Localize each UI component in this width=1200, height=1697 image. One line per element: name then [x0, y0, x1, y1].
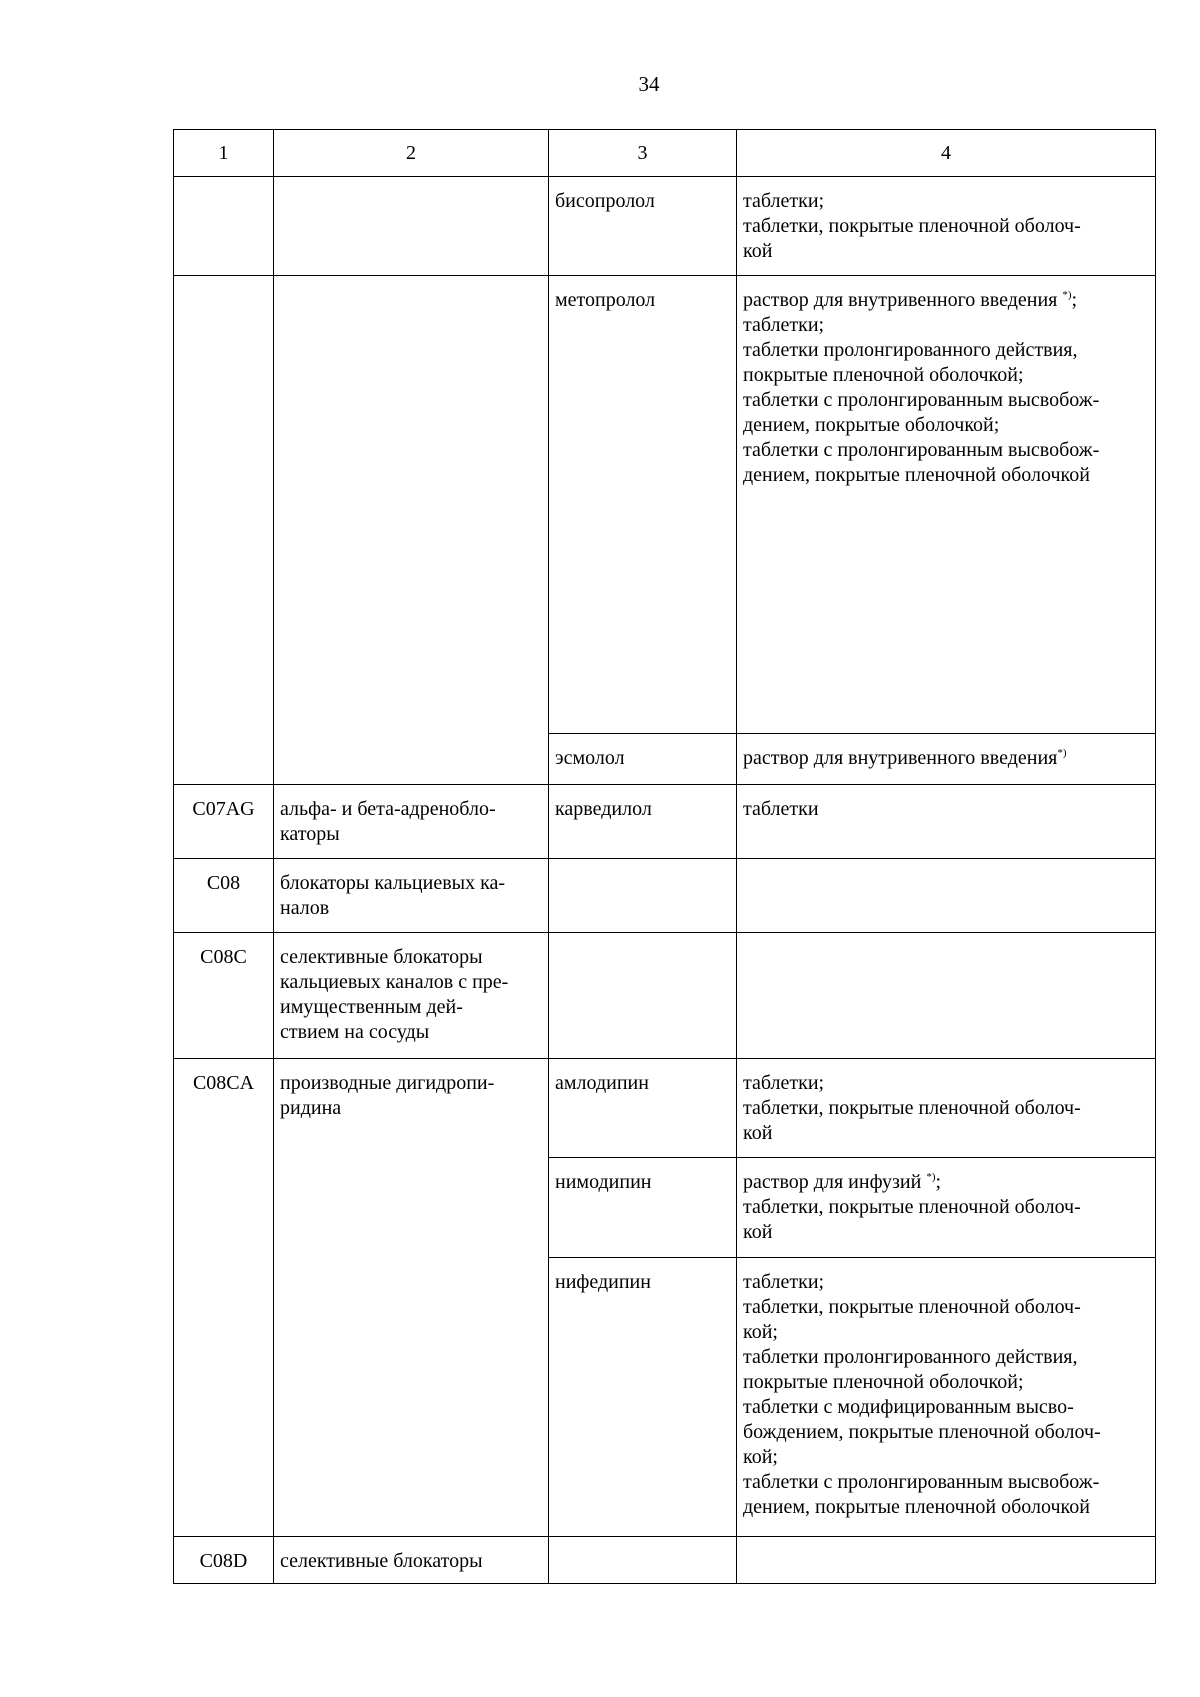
forms-cell: [737, 859, 1156, 933]
form-line: таблетки;: [743, 1271, 825, 1293]
group-line: селективные блокаторы: [280, 946, 483, 968]
group-line: ридина: [280, 1097, 342, 1119]
table-row: [174, 276, 1156, 734]
form-line: [743, 746, 1149, 771]
substance-cell: [549, 859, 737, 933]
form-line: таблетки пролонгированного действия,: [743, 1346, 1078, 1368]
group-line: производные дигидропи-: [280, 1072, 495, 1094]
form-punctuation: ;: [1071, 289, 1078, 311]
form-line: дением, покрытые пленочной оболочкой: [743, 464, 1090, 486]
form-line: таблетки с модифицированным высво-: [743, 1396, 1074, 1418]
form-line: кой;: [743, 1446, 778, 1468]
group-line: ствием на сосуды: [280, 1021, 430, 1043]
substance-cell: [549, 276, 737, 734]
group-line: селективные блокаторы: [280, 1550, 483, 1572]
table-row: [174, 177, 1156, 276]
header-cell-3: 3: [549, 130, 737, 177]
table-row: [174, 1059, 1156, 1158]
form-text: раствор для внутривенного введения: [743, 747, 1058, 769]
forms-cell: [737, 933, 1156, 1059]
form-line: таблетки;: [743, 314, 825, 336]
table-header-row: [174, 130, 1156, 177]
form-punctuation: ;: [935, 1171, 942, 1193]
table-row: [174, 859, 1156, 933]
header-cell-2: 2: [274, 130, 549, 177]
form-line: [743, 288, 1149, 313]
form-line: кой: [743, 1122, 773, 1144]
substance-cell: [549, 1537, 737, 1584]
form-line: покрытые пленочной оболочкой;: [743, 364, 1024, 386]
group-cell: [274, 933, 549, 1059]
table-row: [174, 785, 1156, 859]
footnote-mark: *): [1062, 289, 1072, 301]
substance-name: нифедипин: [555, 1271, 651, 1293]
substance-name: бисопролол: [555, 190, 655, 212]
forms-cell: [737, 1158, 1156, 1258]
substance-cell: [549, 177, 737, 276]
header-cell-1: 1: [174, 130, 274, 177]
page-number: 34: [638, 72, 660, 96]
form-line: кой: [743, 1221, 773, 1243]
group-line: кальциевых каналов с пре-: [280, 971, 509, 993]
form-line: дением, покрытые пленочной оболочкой: [743, 1496, 1090, 1518]
forms-cell: [737, 177, 1156, 276]
code-cell: [174, 276, 274, 785]
table-row: [174, 933, 1156, 1059]
group-cell: [274, 1537, 549, 1584]
group-line: блокаторы кальциевых ка-: [280, 872, 506, 894]
substance-cell: [549, 734, 737, 785]
drug-table: [173, 129, 1156, 1584]
code-cell: C08C: [174, 933, 274, 1059]
substance-cell: [549, 1258, 737, 1537]
form-line: кой;: [743, 1321, 778, 1343]
forms-cell: [737, 785, 1156, 859]
group-cell: [274, 177, 549, 276]
form-line: таблетки с пролонгированным высвобож-: [743, 439, 1100, 461]
footnote-mark: *): [926, 1171, 936, 1183]
group-line: каторы: [280, 823, 340, 845]
form-line: таблетки с пролонгированным высвобож-: [743, 389, 1100, 411]
form-line: таблетки;: [743, 190, 825, 212]
form-line: [743, 1170, 1149, 1195]
form-line: бождением, покрытые пленочной оболоч-: [743, 1421, 1101, 1443]
form-line: таблетки пролонгированного действия,: [743, 339, 1078, 361]
substance-name: карведилол: [555, 798, 652, 820]
group-line: налов: [280, 897, 330, 919]
substance-cell: [549, 1158, 737, 1258]
form-line: таблетки, покрытые пленочной оболоч-: [743, 1097, 1081, 1119]
substance-name: эсмолол: [555, 747, 625, 769]
code-cell: C08CA: [174, 1059, 274, 1537]
form-line: таблетки, покрытые пленочной оболоч-: [743, 1196, 1081, 1218]
forms-cell: [737, 1537, 1156, 1584]
form-line: дением, покрытые оболочкой;: [743, 414, 1000, 436]
form-line: таблетки, покрытые пленочной оболоч-: [743, 1296, 1081, 1318]
substance-cell: [549, 785, 737, 859]
footnote-mark: *): [1057, 747, 1067, 759]
group-cell: [274, 1059, 549, 1537]
group-line: имущественным дей-: [280, 996, 463, 1018]
substance-name: нимодипин: [555, 1171, 652, 1193]
group-cell: [274, 276, 549, 785]
code-cell: [174, 177, 274, 276]
code-cell: C08D: [174, 1537, 274, 1584]
header-cell-4: 4: [737, 130, 1156, 177]
form-line: покрытые пленочной оболочкой;: [743, 1371, 1024, 1393]
form-line: таблетки: [743, 798, 819, 820]
form-line: кой: [743, 240, 773, 262]
substance-name: амлодипин: [555, 1072, 649, 1094]
table-row: [174, 1537, 1156, 1584]
substance-cell: [549, 933, 737, 1059]
code-cell: C08: [174, 859, 274, 933]
form-line: таблетки с пролонгированным высвобож-: [743, 1471, 1100, 1493]
group-cell: [274, 859, 549, 933]
substance-name: метопролол: [555, 289, 656, 311]
forms-cell: [737, 276, 1156, 734]
forms-cell: [737, 1059, 1156, 1158]
group-cell: [274, 785, 549, 859]
form-text: раствор для инфузий: [743, 1171, 922, 1193]
substance-cell: [549, 1059, 737, 1158]
forms-cell: [737, 734, 1156, 785]
form-line: таблетки;: [743, 1072, 825, 1094]
form-line: таблетки, покрытые пленочной оболоч-: [743, 215, 1081, 237]
forms-cell: [737, 1258, 1156, 1537]
group-line: альфа- и бета-адреноблo-: [280, 798, 496, 820]
code-cell: C07AG: [174, 785, 274, 859]
form-text: раствор для внутривенного введения: [743, 289, 1058, 311]
